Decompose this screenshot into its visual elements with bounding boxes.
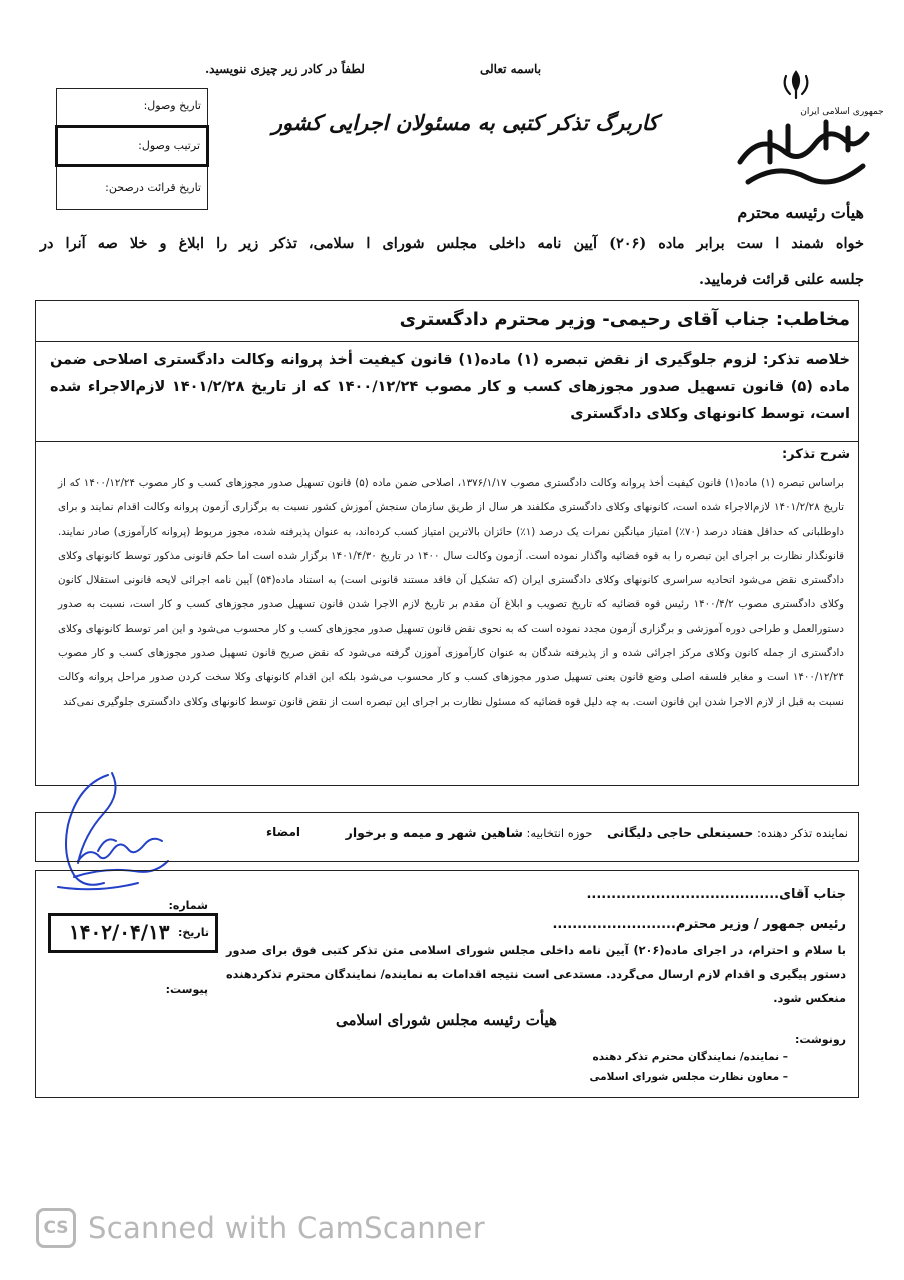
attachment-label: پیوست:	[165, 983, 208, 996]
date-label: تاریخ:	[177, 926, 209, 939]
basmala: باسمه تعالی	[480, 62, 542, 76]
district-name: شاهین شهر و میمه و برخوار	[345, 825, 523, 840]
divider	[36, 441, 858, 442]
cc-label: رونوشت:	[794, 1033, 846, 1046]
description-label: شرح تذکر:	[781, 447, 850, 462]
cc-item: – معاون نظارت مجلس شورای اسلامی	[589, 1071, 788, 1083]
intro-line-2: جلسه علنی قرائت فرمایید.	[699, 271, 864, 288]
receipt-order-label: ترتیب وصول:	[138, 139, 200, 152]
cc-item: – نماینده/ نمایندگان محترم تذکر دهنده	[592, 1051, 788, 1063]
receipt-date-label: تاریخ وصول:	[143, 99, 201, 112]
signer-info	[346, 825, 848, 840]
date-value: ۱۴۰۲/۰۴/۱۳	[69, 920, 170, 944]
notice-description: براساس تبصره (۱) ماده(۱) قانون کیفیت أخذ پروانه وکالت دادگستری مصوب ۱۳۷۶/۱/۱۷، اصلاحی ضمن ماده (۵) قانون تسهیل صدور مجوزهای کسب و کار مصوب ۱۴۰۰/۱۲/۲۴ که از تاریخ ۱۴۰۱/۲/۲۸ لازم‌الاجراء شده است، کانونهای وکلای دادگستری مکلفند هر سال از طریق سازمان سنجش آموزش کشور نسبت به برگزاری آزمون پروانه وکالت اقدام نمایند و برای داوطلبانی که حداقل هفتاد درصد (۷۰٪) امتیاز میانگین نمرات یک درصد (۱٪) حائزان بالاترین امتیاز کسب کرده‌اند، به عنوان پذیرفته شده، مجوز مربوط (پروانه کارآموزی) صادر نمایند. قانونگذار نظارت بر اجرای این تبصره را به قوه قضائیه واگذار نموده است. آزمون وکالت سال ۱۴۰۰ در تاریخ ۱۴۰۱/۴/۳۰ برگزار شده است اما حکم قانونی مذکور توسط کانونهای وکلای دادگستری نقض می‌شود اتحادیه سراسری کانونهای وکلای دادگستری ایران (که تشکیل آن فاقد مستند قانونی است) به استناد ماده(۵۴) آیین نامه اجرائی لایحه قانونی استقلال کانون وکلای دادگستری مصوب ۱۴۰۰/۴/۲ رئیس قوه قضائیه که تاریخ تصویب و ابلاغ آن مقدم بر تاریخ لازم الاجرا شدن قانون تسهیل صدور مجوزهای کسب و کار است، نسبت به صدور دستورالعمل و طراحی دوره آموزشی و برگزاری آزمون مجدد نموده است که به نحوی نقض قانون تسهیل صدور مجوزهای کسب و کار محسوب می‌شود و این امر توسط کانونهای وکلای دادگستری از جمله کانون وکلای مرکز اجرائی شده و از پذیرفته شدگان به عنوان کارآموزی آموزن گرفته می‌شود که نقض صریح قانون تسهیل صدور مجوزهای کسب و کار مصوب ۱۴۰۰/۱۲/۲۴ است و مغایر فلسفه اصلی وضع قانون یعنی تسهیل صدور مجوزهای کسب و کار محسوب می‌شود بلکه این اقدام کانونهای وکلا سخت کردن صدور مراحل پروانه وکالت نسبت به قبل از لازم الاجرا شدن این قانون است. به چه دلیل قوه قضائیه که مسئول نظارت بر اجرای این تبصره است از نقض قانون توسط کانونهای وکلای دادگستری جلوگیری نمی‌کند	[58, 477, 844, 708]
signer-row	[35, 812, 859, 862]
to-line-2: رئیس جمهور / وزیر محترم.........................	[552, 917, 846, 932]
svg-text:کاربرگ تذکر کتبی به مسئولان اج: کاربرگ تذکر کتبی به مسئولان اجرایی کشور	[271, 110, 659, 135]
response-body: با سلام و احترام، در اجرای ماده(۲۰۶) آیین نامه داخلی مجلس شورای اسلامی متن تذکر کتبی فوق برای صدور دستور پیگیری و اقدام لازم ارسال می‌گردد. مستدعی است نتیجه اقدامات به نماینده/ نمایندگان محترم تذکردهنده منعکس شود.	[226, 944, 846, 1005]
divider	[36, 341, 858, 342]
cc-list	[590, 1047, 789, 1087]
signature-label: امضاء	[266, 825, 301, 839]
presidium-signature: هیأت رئیسه مجلس شورای اسلامی	[336, 1011, 557, 1029]
receipt-box	[56, 88, 208, 210]
intro-line-1: خواه شمند ا ست برابر ماده (۲۰۶) آیین نامه داخلی مجلس شورای ا سلامی، تذکر زیر را ابلاغ و خلا صه آنرا در	[40, 235, 864, 252]
do-not-write-instruction: لطفاً در کادر زیر چیزی ننویسید.	[205, 62, 365, 76]
recipient: مخاطب: جناب آقای رحیمی- وزیر محترم دادگستری	[399, 309, 850, 330]
date-box	[48, 913, 218, 953]
notice-summary: خلاصه تذکر: لزوم جلوگیری از نقض تبصره (۱) ماده(۱) قانون کیفیت أخذ پروانه وکالت دادگستری اصلاحی ضمن ماده (۵) قانون تسهیل صدور مجوزهای کسب و کار مصوب ۱۴۰۰/۱۲/۲۴ که از تاریخ ۱۴۰۱/۲/۲۸ لازم‌الاجراء شده است، توسط کانونهای وکلای دادگستری	[50, 352, 850, 422]
form-title	[271, 92, 659, 152]
notice-box	[35, 300, 859, 786]
receipt-order-row	[55, 125, 209, 167]
addressee: هیأت رئیسه محترم	[737, 203, 864, 222]
svg-text:جمهوری اسلامی ایران: جمهوری اسلامی ایران	[800, 107, 884, 117]
response-box	[35, 870, 859, 1098]
signer-label: نماینده تذکر دهنده:	[756, 826, 848, 840]
district-label: حوزه انتخابیه:	[526, 826, 593, 840]
watermark-text: Scanned with CamScanner	[88, 1211, 485, 1245]
camscanner-watermark	[36, 1208, 485, 1248]
response-meta	[42, 891, 212, 996]
camscanner-icon: CS	[36, 1208, 76, 1248]
number-label: شماره:	[168, 899, 208, 912]
reading-date-label: تاریخ قرائت درصحن:	[105, 181, 201, 194]
parliament-logo	[730, 62, 884, 197]
to-line-1: جناب آقای.......................................	[586, 887, 846, 902]
signer-name: حسینعلی حاجی دلیگانی	[606, 825, 754, 840]
